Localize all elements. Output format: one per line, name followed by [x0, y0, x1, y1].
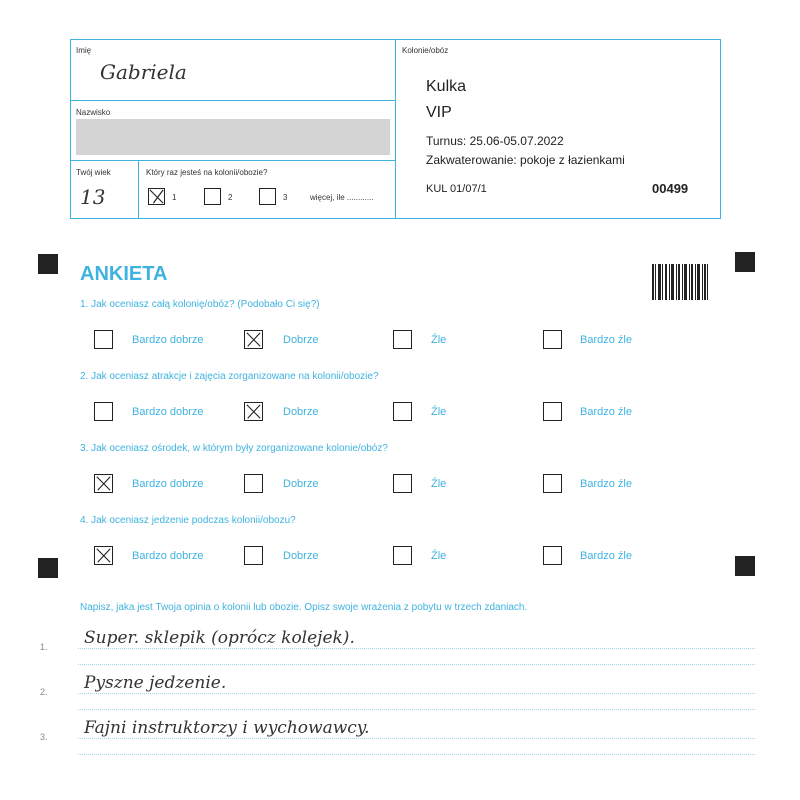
opinion-line-number: 2.	[40, 687, 48, 697]
accommodation: Zakwaterowanie: pokoje z łazienkami	[426, 153, 625, 167]
times-more: więcej, ile ............	[310, 193, 374, 202]
q3-option-very-good: Bardzo dobrze	[132, 478, 204, 490]
check-x-icon	[95, 547, 112, 564]
last-name-label: Nazwisko	[76, 108, 111, 117]
question-1-text: 1. Jak oceniasz całą kolonię/obóz? (Podobało Ci się?)	[80, 299, 320, 310]
question-2-text: 2. Jak oceniasz atrakcje i zajęcia zorganizowane na kolonii/obozie?	[80, 371, 379, 382]
divider-h1	[70, 100, 395, 101]
camp-name: Kulka	[426, 78, 467, 95]
opinion-line-text: Fajni instruktorzy i wychowawcy.	[84, 718, 370, 738]
corner-marker-top-left	[38, 254, 58, 274]
first-name-label: Imię	[76, 46, 92, 55]
q3-checkbox-very-good[interactable]	[94, 474, 113, 493]
q2-option-very-bad: Bardzo źle	[580, 406, 632, 418]
q4-checkbox-very-good[interactable]	[94, 546, 113, 565]
dotted-writing-line	[78, 693, 755, 694]
corner-marker-top-right	[735, 252, 755, 272]
barcode-icon	[652, 264, 708, 300]
q2-checkbox-good[interactable]	[244, 402, 263, 421]
q2-option-very-good: Bardzo dobrze	[132, 406, 204, 418]
survey-title: ANKIETA	[80, 263, 168, 285]
age-label: Twój wiek	[76, 168, 111, 177]
divider-age	[138, 160, 139, 219]
times-checkbox-3[interactable]	[259, 188, 276, 205]
corner-marker-mid-right	[735, 556, 755, 576]
check-x-icon	[95, 475, 112, 492]
camp-label: Kolonie/obóz	[402, 46, 449, 55]
q3-checkbox-good[interactable]	[244, 474, 263, 493]
question-4-text: 4. Jak oceniasz jedzenie podczas kolonii/obozu?	[80, 515, 296, 526]
q2-checkbox-very-good[interactable]	[94, 402, 113, 421]
check-x-icon	[245, 331, 262, 348]
times-checkbox-1[interactable]	[148, 188, 165, 205]
question-3-text: 3. Jak oceniasz ośrodek, w którym były zorganizowane kolonie/obóz?	[80, 443, 388, 454]
q1-option-bad: Źle	[431, 334, 447, 346]
check-x-icon	[149, 189, 164, 204]
q4-checkbox-good[interactable]	[244, 546, 263, 565]
q4-checkbox-bad[interactable]	[393, 546, 412, 565]
q2-option-bad: Źle	[431, 406, 447, 418]
camp-code: KUL 01/07/1	[426, 183, 487, 195]
first-name-value: Gabriela	[100, 60, 187, 84]
dotted-writing-line	[78, 664, 755, 665]
times-checkbox-2[interactable]	[204, 188, 221, 205]
turnus: Turnus: 25.06-05.07.2022	[426, 134, 564, 148]
q2-checkbox-very-bad[interactable]	[543, 402, 562, 421]
opinion-line-text: Super. sklepik (oprócz kolejek).	[84, 628, 355, 648]
divider-h2	[70, 160, 395, 161]
q1-checkbox-bad[interactable]	[393, 330, 412, 349]
form-number: 00499	[652, 181, 689, 196]
last-name-redacted	[76, 119, 390, 155]
opinion-line-text: Pyszne jedzenie.	[84, 673, 227, 693]
dotted-writing-line	[78, 648, 755, 649]
q1-checkbox-good[interactable]	[244, 330, 263, 349]
times-option-3: 3	[283, 193, 288, 202]
age-value: 13	[80, 185, 106, 209]
opinion-line-number: 3.	[40, 732, 48, 742]
camp-type: VIP	[426, 104, 452, 121]
times-option-2: 2	[228, 193, 233, 202]
divider-vertical-main	[395, 39, 396, 219]
check-x-icon	[245, 403, 262, 420]
q1-option-very-good: Bardzo dobrze	[132, 334, 204, 346]
dotted-writing-line	[78, 709, 755, 710]
q1-option-good: Dobrze	[283, 334, 319, 346]
q2-checkbox-bad[interactable]	[393, 402, 412, 421]
q4-checkbox-very-bad[interactable]	[543, 546, 562, 565]
q3-option-bad: Źle	[431, 478, 447, 490]
q3-option-very-bad: Bardzo źle	[580, 478, 632, 490]
q2-option-good: Dobrze	[283, 406, 319, 418]
q4-option-very-good: Bardzo dobrze	[132, 550, 204, 562]
q1-option-very-bad: Bardzo źle	[580, 334, 632, 346]
dotted-writing-line	[78, 738, 755, 739]
q4-option-bad: Źle	[431, 550, 447, 562]
dotted-writing-line	[78, 754, 755, 755]
q3-checkbox-bad[interactable]	[393, 474, 412, 493]
times-label: Który raz jesteś na kolonii/obozie?	[146, 168, 268, 177]
q3-checkbox-very-bad[interactable]	[543, 474, 562, 493]
times-option-1: 1	[172, 193, 177, 202]
q4-option-very-bad: Bardzo źle	[580, 550, 632, 562]
opinion-prompt: Napisz, jaka jest Twoja opinia o kolonii lub obozie. Opisz swoje wrażenia z pobytu w trzech zdaniach.	[80, 602, 528, 613]
opinion-line-number: 1.	[40, 642, 48, 652]
q4-option-good: Dobrze	[283, 550, 319, 562]
q1-checkbox-very-good[interactable]	[94, 330, 113, 349]
corner-marker-mid-left	[38, 558, 58, 578]
q1-checkbox-very-bad[interactable]	[543, 330, 562, 349]
q3-option-good: Dobrze	[283, 478, 319, 490]
